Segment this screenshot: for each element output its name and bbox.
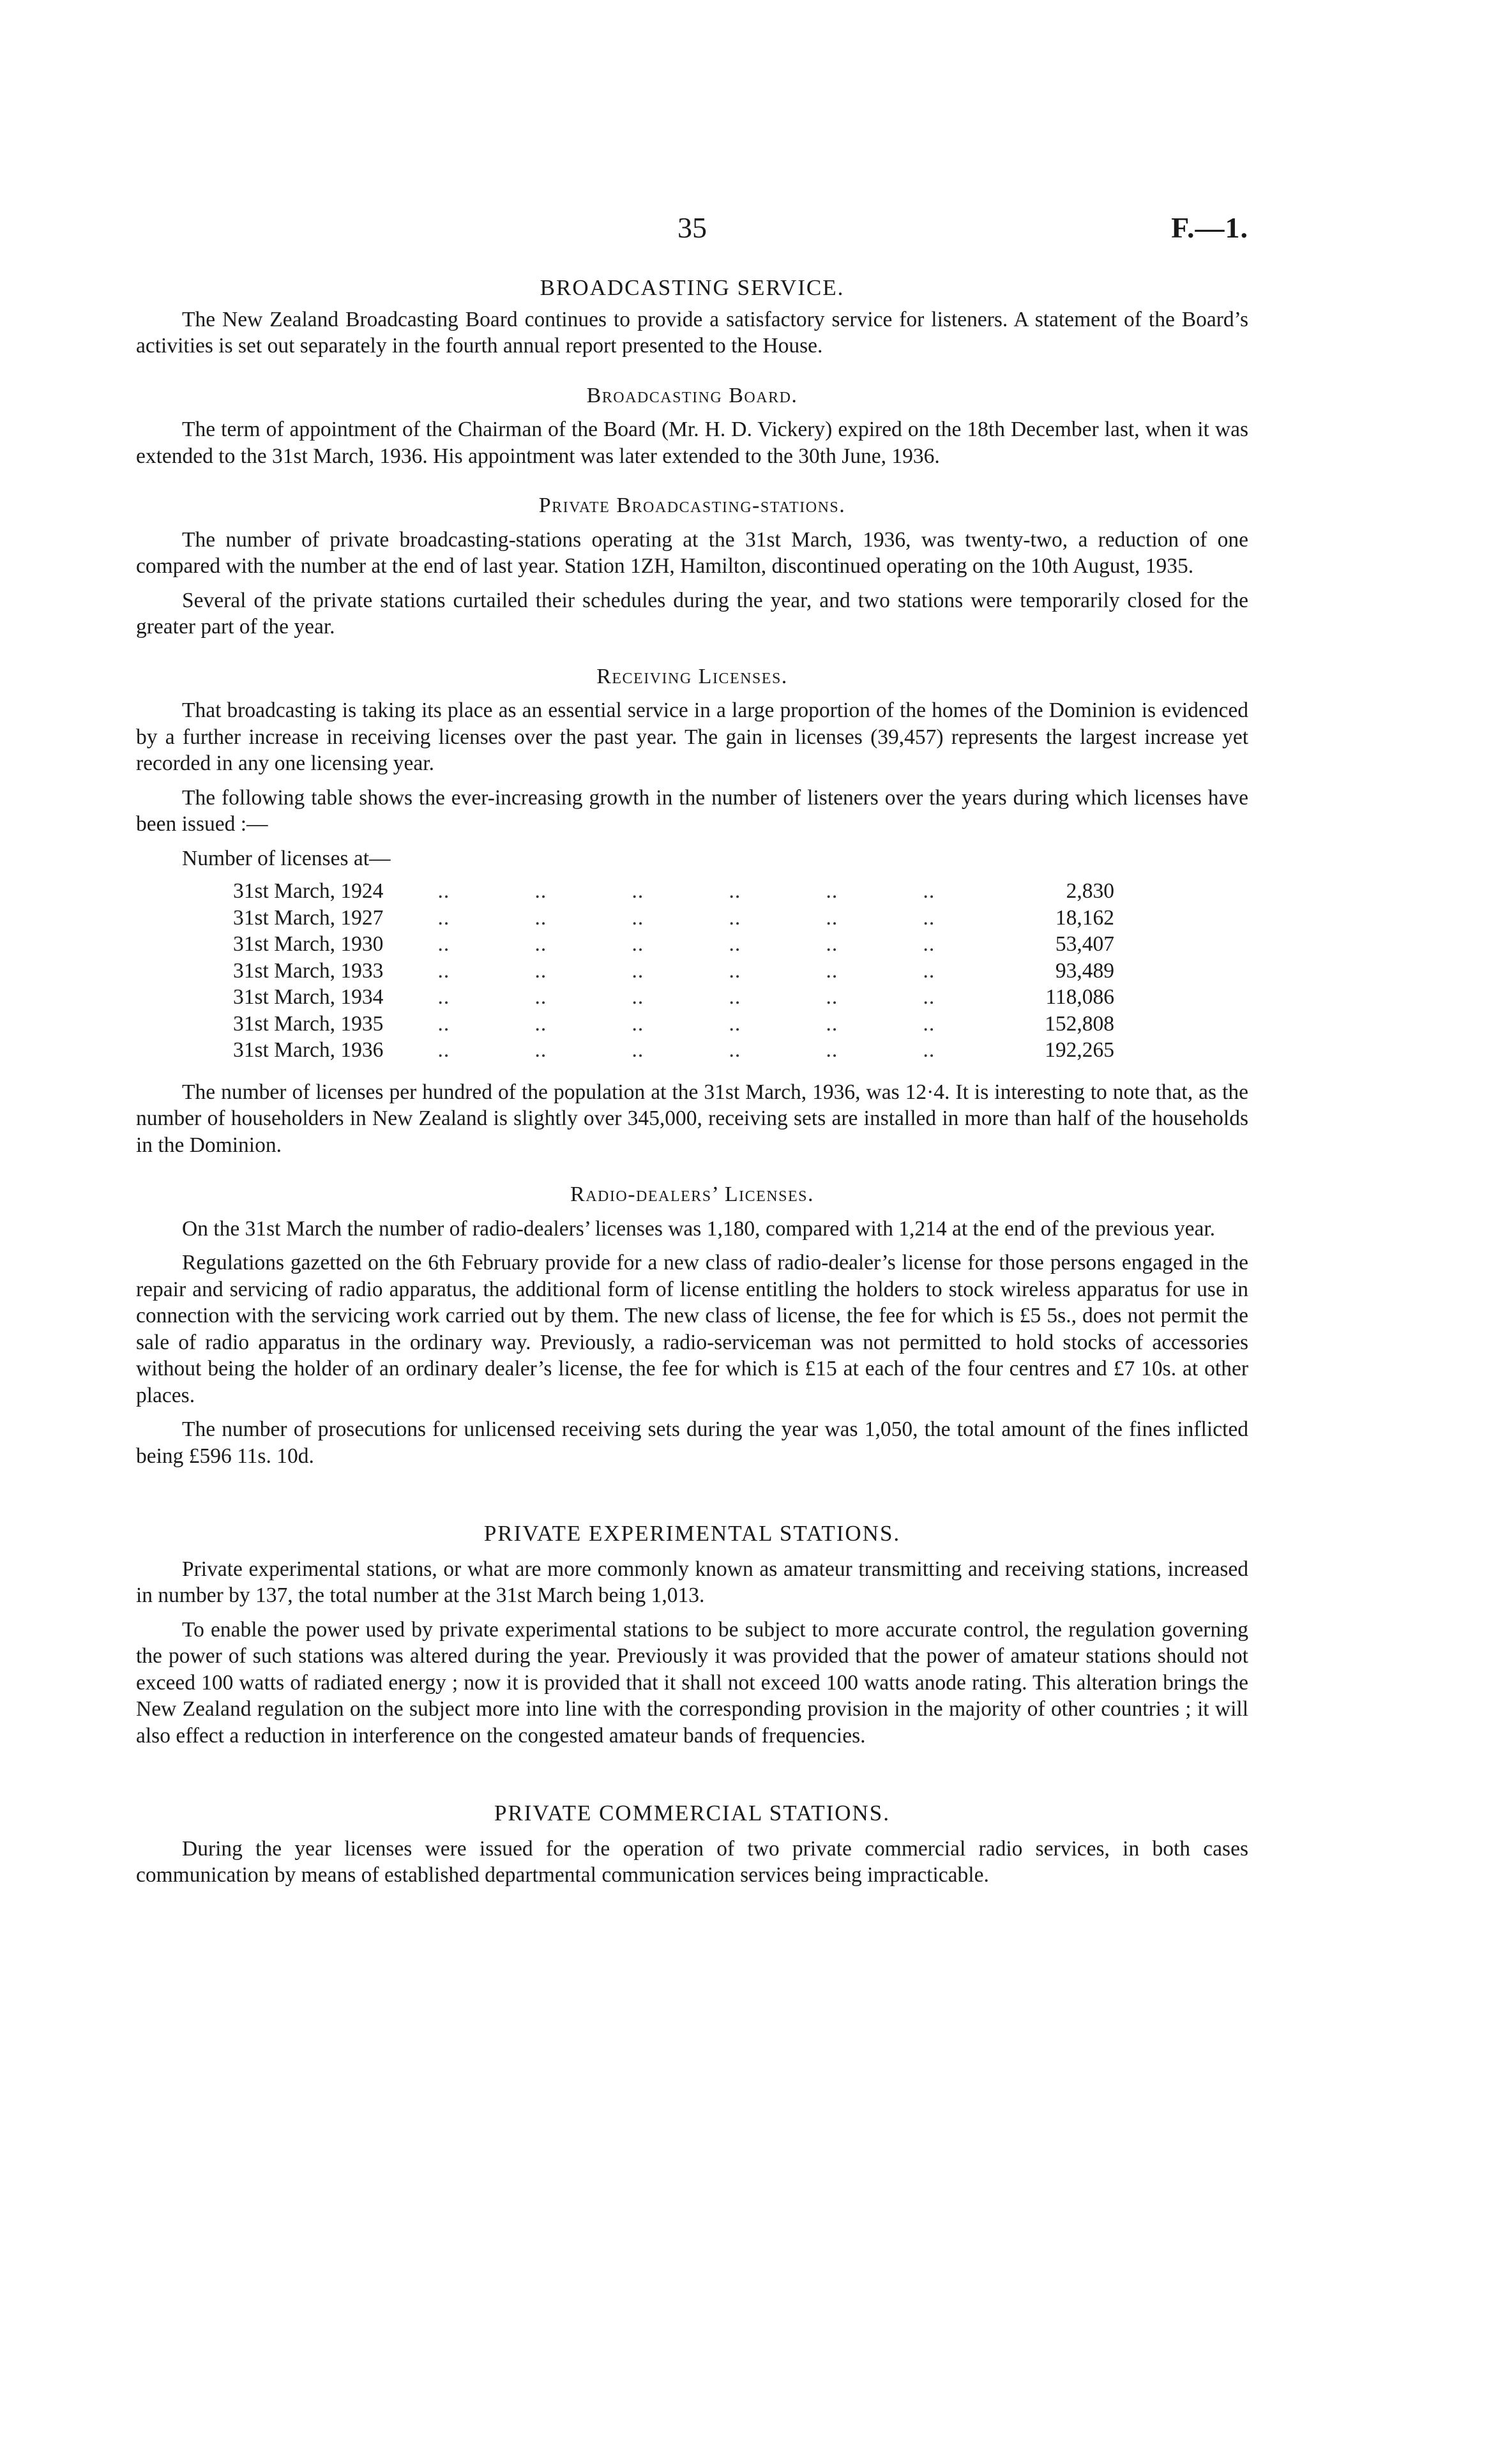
license-count: 192,265	[1045, 1038, 1114, 1062]
license-date: 31st March, 1935	[233, 1011, 384, 1036]
license-count: 53,407	[1055, 932, 1114, 956]
private-commercial-stations-heading: PRIVATE COMMERCIAL STATIONS.	[494, 1801, 891, 1825]
private-stations-paragraph-2: Several of the private stations curtailed their schedules during the year, and two stations were temporarily closed for the greater part of the year.	[136, 588, 1248, 639]
commercial-stations-paragraph: During the year licenses were issued for the operation of two private commercial radio services, in both cases communication by means of established departmental communication services being impracticable.	[136, 1836, 1248, 1887]
radio-dealers-paragraph-1: On the 31st March the number of radio-dealers’ licenses was 1,180, compared with 1,214 at the end of the previous year.	[182, 1216, 1216, 1241]
dot-leader: .. .. .. .. .. ..	[437, 1011, 935, 1036]
broadcasting-board-heading: Broadcasting Board.	[586, 383, 798, 407]
license-date: 31st March, 1927	[233, 905, 384, 930]
table-row	[233, 878, 1114, 905]
license-date: 31st March, 1934	[233, 985, 384, 1009]
license-count: 118,086	[1045, 985, 1114, 1009]
broadcasting-board-paragraph: The term of appointment of the Chairman of the Board (Mr. H. D. Vickery) expired on the 18th December last, when it was extended to the 31st March, 1936. His appointment was later extended to the 30th June, 1936.	[136, 418, 1248, 468]
license-date: 31st March, 1930	[233, 932, 384, 956]
page-content	[136, 275, 1248, 1896]
table-row	[233, 984, 1114, 1011]
document-reference: F.—1.	[1171, 211, 1248, 244]
page-header	[136, 211, 1248, 249]
table-row	[233, 931, 1114, 958]
receiving-licenses-paragraph-3: The number of licenses per hundred of the population at the 31st March, 1936, was 12·4. It is interesting to note that, as the number of householders in New Zealand is slightly over 345,000, receiving sets are installed in more than half of the households in the Dominion.	[136, 1080, 1248, 1157]
licenses-table	[233, 878, 1114, 1064]
table-row	[233, 1037, 1114, 1064]
license-count: 93,489	[1055, 958, 1114, 983]
radio-dealers-paragraph-3: The number of prosecutions for unlicensed receiving sets during the year was 1,050, the total amount of the fines inflicted being £596 11s. 10d.	[136, 1417, 1248, 1468]
private-broadcasting-stations-heading: Private Broadcasting-stations.	[538, 494, 846, 517]
dot-leader: .. .. .. .. .. ..	[437, 879, 935, 903]
receiving-licenses-paragraph-1: That broadcasting is taking its place as an essential service in a large proportion of the homes of the Dominion is evidenced by a further increase in receiving licenses over the past year. The gain in licenses (39,457) represents the largest increase yet recorded in any one licensing year.	[136, 699, 1248, 775]
table-row	[233, 905, 1114, 932]
dot-leader: .. .. .. .. .. ..	[437, 985, 935, 1009]
broadcasting-intro-paragraph: The New Zealand Broadcasting Board continues to provide a satisfactory service for listeners. A statement of the Board’s activities is set out separately in the fourth annual report presented to the House.	[136, 307, 1248, 358]
license-date: 31st March, 1933	[233, 958, 384, 983]
radio-dealers-licenses-heading: Radio-dealers’ Licenses.	[570, 1183, 814, 1206]
radio-dealers-paragraph-2: Regulations gazetted on the 6th February provide for a new class of radio-dealer’s license for those persons engaged in the repair and servicing of radio apparatus, the additional form of license entitling the holders to stock wireless apparatus for use in connection with the servicing work carried out by them. The new class of license, the fee for which is £5 5s., does not permit the sale of radio apparatus in the ordinary way. Previously, a radio-serviceman was not permitted to hold stocks of accessories without being the holder of an ordinary dealer’s license, the fee for which is £15 at each of the four centres and £7 10s. at other places.	[136, 1251, 1248, 1407]
table-row	[233, 958, 1114, 985]
licenses-table-intro: Number of licenses at—	[182, 846, 391, 870]
dot-leader: .. .. .. .. .. ..	[437, 932, 935, 956]
dot-leader: .. .. .. .. .. ..	[437, 1038, 935, 1062]
page-number: 35	[677, 211, 707, 244]
receiving-licenses-heading: Receiving Licenses.	[596, 664, 788, 688]
private-stations-paragraph-1: The number of private broadcasting-stations operating at the 31st March, 1936, was twenty-two, a reduction of one compared with the number at the end of last year. Station 1ZH, Hamilton, discontinued operating on the 10th August, 1935.	[136, 527, 1248, 578]
license-count: 2,830	[1066, 879, 1114, 903]
broadcasting-service-heading: BROADCASTING SERVICE.	[540, 275, 845, 300]
license-date: 31st March, 1924	[233, 879, 384, 903]
dot-leader: .. .. .. .. .. ..	[437, 905, 935, 930]
experimental-stations-paragraph-2: To enable the power used by private experimental stations to be subject to more accurate control, the regulation governing the power of such stations was altered during the year. Previously it was provided that the power of amateur stations should not exceed 100 watts of radiated energy ; now it is provided that it shall not exceed 100 watts anode rating. This alteration brings the New Zealand regulation on the subject more into line with the corresponding provision in the majority of other countries ; it will also effect a reduction in interference on the congested amateur bands of frequencies.	[136, 1617, 1248, 1748]
experimental-stations-paragraph-1: Private experimental stations, or what are more commonly known as amateur transmitting and receiving stations, increased in number by 137, the total number at the 31st March being 1,013.	[136, 1557, 1248, 1607]
license-count: 152,808	[1045, 1011, 1114, 1036]
receiving-licenses-paragraph-2: The following table shows the ever-increasing growth in the number of listeners over the years during which licenses have been issued :—	[136, 785, 1248, 836]
table-row	[233, 1011, 1114, 1038]
dot-leader: .. .. .. .. .. ..	[437, 958, 935, 983]
license-date: 31st March, 1936	[233, 1038, 384, 1062]
license-count: 18,162	[1055, 905, 1114, 930]
private-experimental-stations-heading: PRIVATE EXPERIMENTAL STATIONS.	[483, 1521, 901, 1546]
